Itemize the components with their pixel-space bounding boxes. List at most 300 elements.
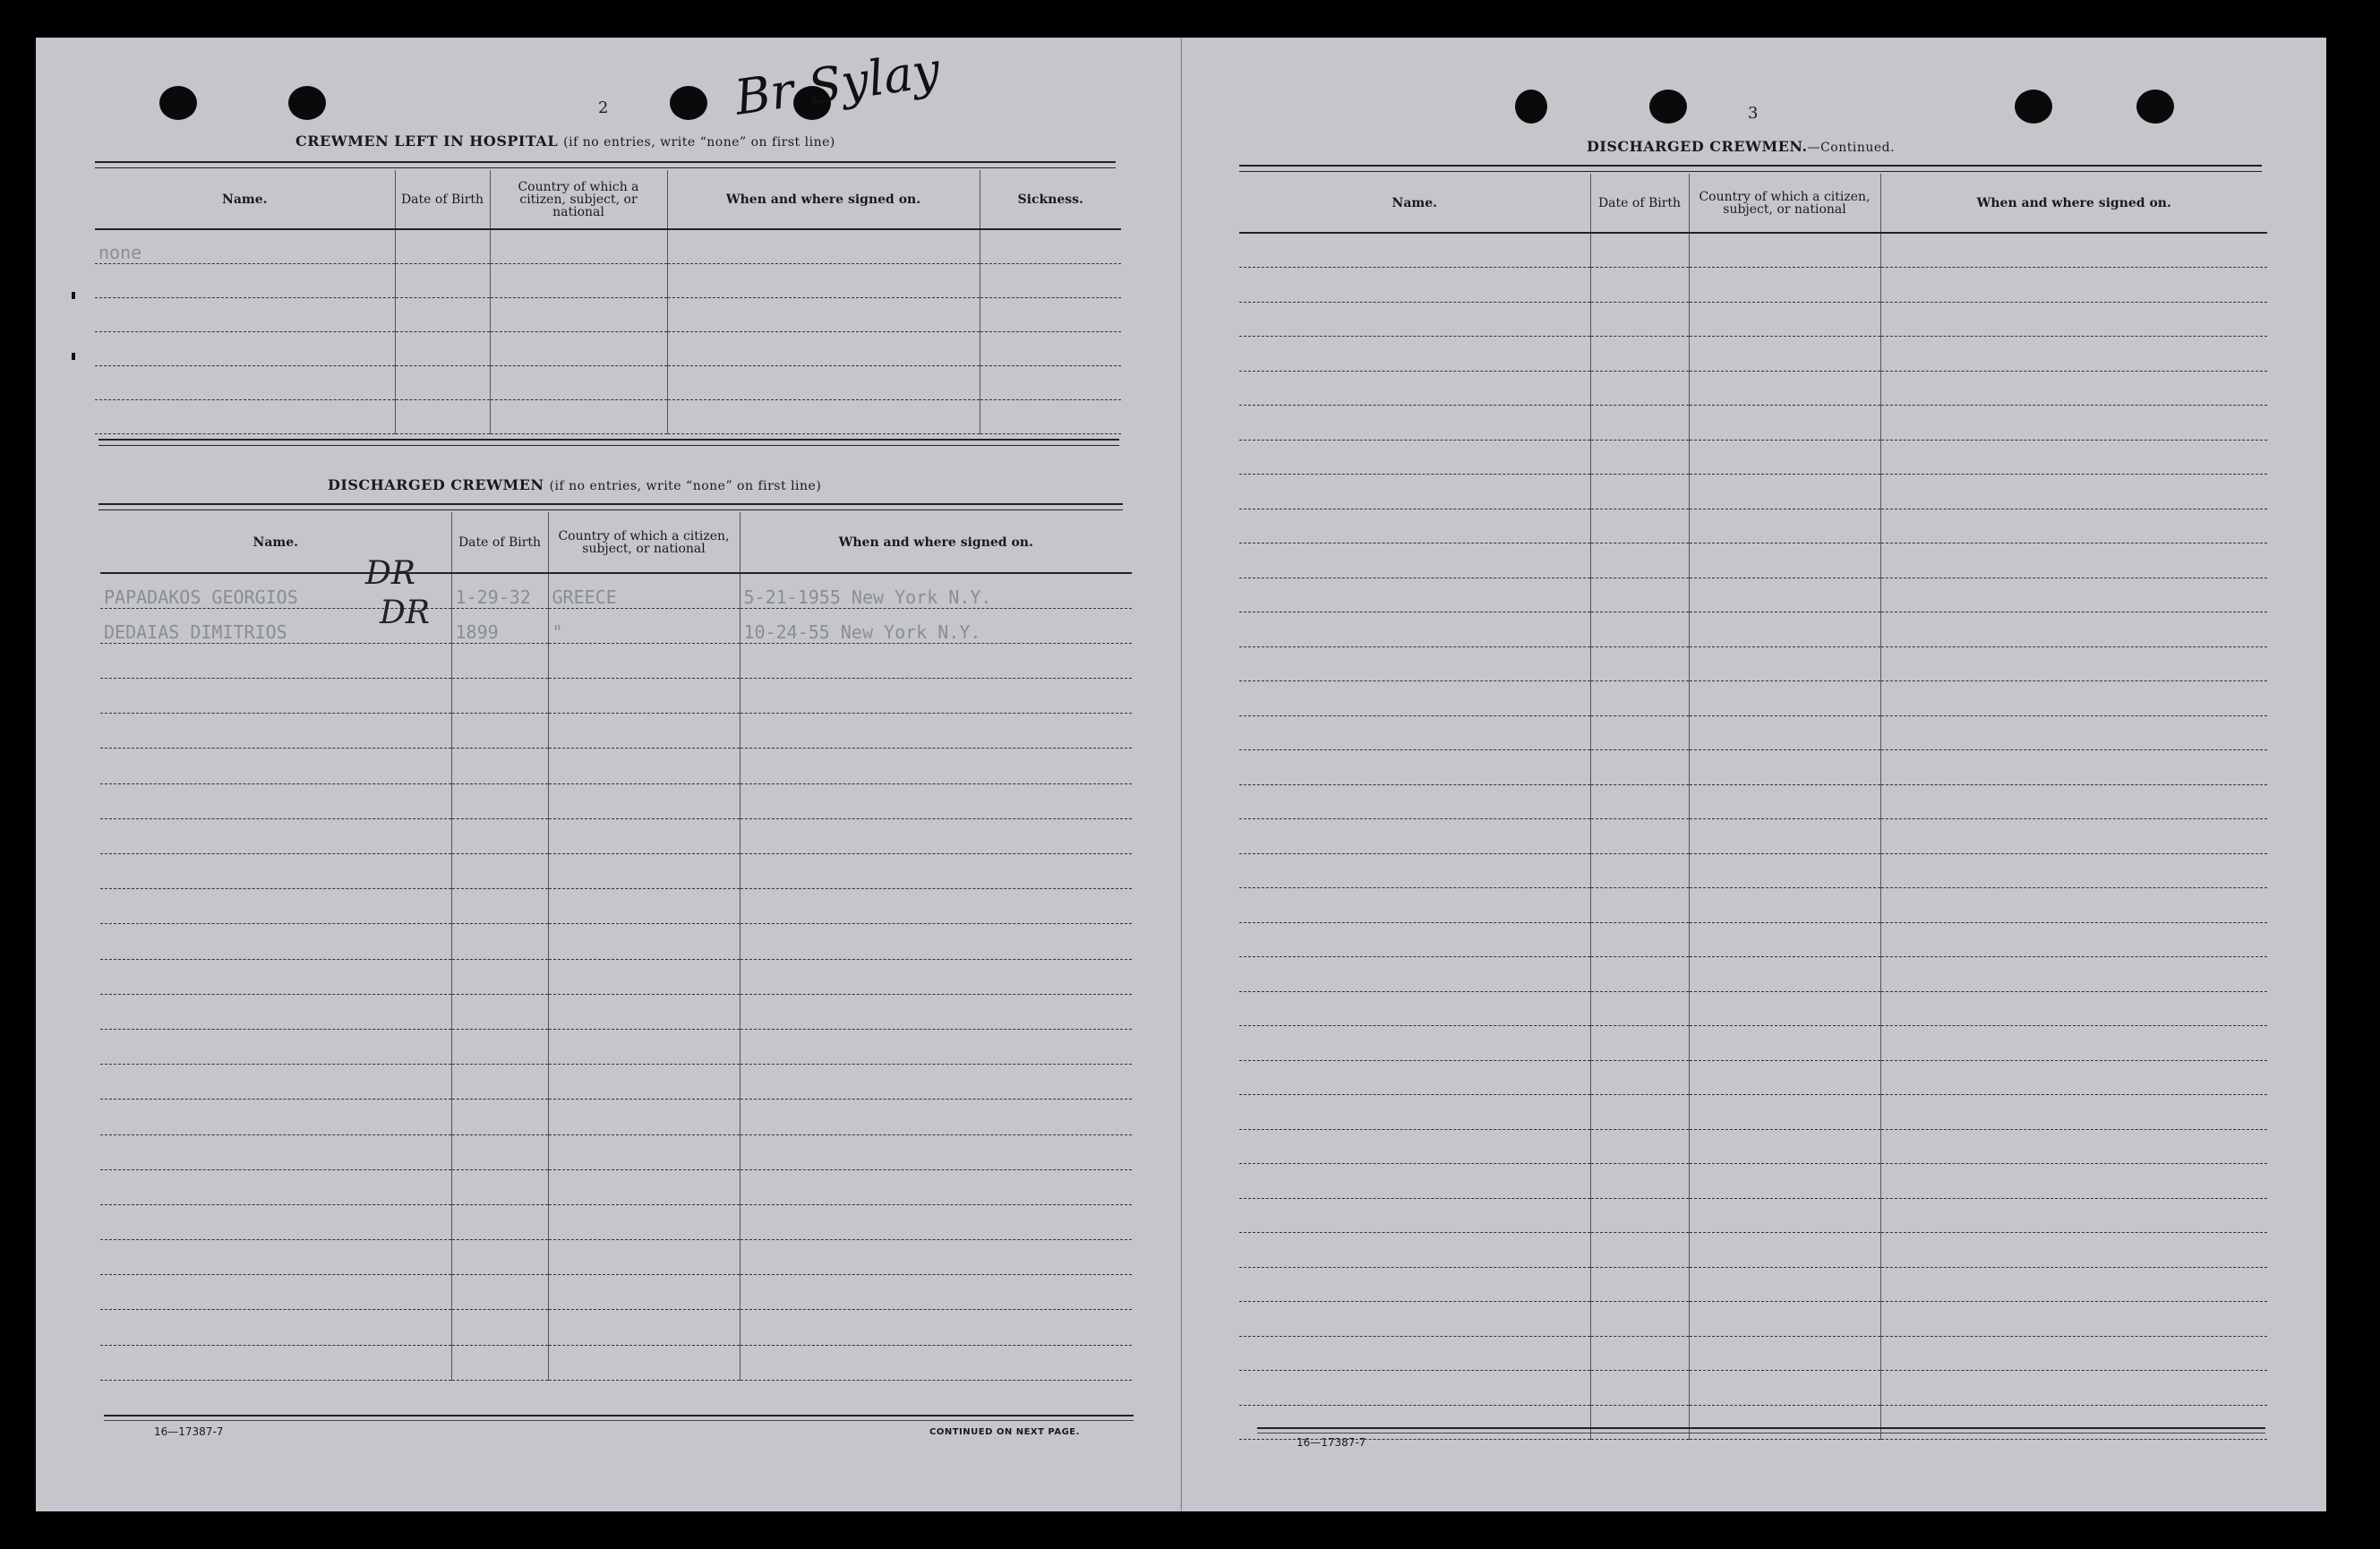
table-row bbox=[100, 994, 1132, 1029]
table-cell bbox=[395, 365, 490, 399]
table-cell bbox=[490, 263, 667, 297]
table-cell bbox=[740, 924, 1132, 959]
table-cell bbox=[548, 1310, 740, 1345]
table-cell bbox=[1689, 853, 1880, 888]
table-cell bbox=[100, 1029, 451, 1064]
table-cell bbox=[1880, 612, 2267, 647]
table-cell bbox=[740, 1204, 1132, 1239]
punch-hole bbox=[2015, 90, 2052, 124]
table-cell bbox=[451, 889, 548, 924]
table-cell bbox=[395, 331, 490, 365]
table-cell bbox=[1689, 750, 1880, 785]
table-cell bbox=[1239, 646, 1590, 681]
table-cell bbox=[100, 1275, 451, 1310]
table-cell bbox=[667, 229, 980, 263]
table-cell bbox=[740, 1134, 1132, 1169]
table-cell bbox=[1590, 1405, 1689, 1440]
table-cell bbox=[100, 1065, 451, 1100]
table-cell bbox=[1590, 406, 1689, 441]
table-cell bbox=[1689, 1129, 1880, 1164]
table-cell bbox=[1239, 1060, 1590, 1095]
table-cell bbox=[548, 1029, 740, 1064]
table-cell bbox=[548, 679, 740, 714]
column-header: When and where signed on. bbox=[1880, 174, 2267, 233]
table-row bbox=[100, 1065, 1132, 1100]
column-header: Date of Birth bbox=[1590, 174, 1689, 233]
table-cell bbox=[1880, 991, 2267, 1026]
table-row bbox=[1239, 1198, 2267, 1233]
table-cell: none bbox=[95, 229, 395, 263]
table-cell bbox=[100, 1169, 451, 1204]
table-row bbox=[100, 1134, 1132, 1169]
table-cell bbox=[548, 643, 740, 678]
table-cell bbox=[1689, 509, 1880, 543]
table-cell bbox=[1590, 1164, 1689, 1199]
table-cell bbox=[1239, 1026, 1590, 1061]
table-cell bbox=[1880, 475, 2267, 509]
table-row bbox=[1239, 302, 2267, 337]
table-cell bbox=[1689, 1336, 1880, 1371]
table-cell bbox=[1239, 406, 1590, 441]
table-row bbox=[1239, 475, 2267, 509]
table-cell bbox=[740, 1029, 1132, 1064]
table-cell bbox=[1689, 646, 1880, 681]
table-cell bbox=[1880, 578, 2267, 612]
table-row bbox=[1239, 1336, 2267, 1371]
table-row bbox=[100, 608, 1132, 643]
table-cell bbox=[1239, 1405, 1590, 1440]
table-cell bbox=[667, 365, 980, 399]
table-cell bbox=[490, 399, 667, 433]
table-row bbox=[1239, 1233, 2267, 1268]
table-row bbox=[100, 959, 1132, 994]
table-row bbox=[100, 889, 1132, 924]
table-cell bbox=[667, 399, 980, 433]
table-cell bbox=[100, 924, 451, 959]
table-cell bbox=[667, 263, 980, 297]
table-cell bbox=[1880, 922, 2267, 957]
table-cell bbox=[1689, 371, 1880, 406]
table-cell bbox=[100, 854, 451, 889]
continued-note: CONTINUED ON NEXT PAGE. bbox=[929, 1427, 1080, 1437]
table-cell bbox=[490, 229, 667, 263]
table-cell bbox=[1689, 578, 1880, 612]
table-cell bbox=[1880, 819, 2267, 854]
column-header: Name. bbox=[100, 512, 451, 573]
table-cell bbox=[490, 331, 667, 365]
table-row bbox=[1239, 784, 2267, 819]
table-cell bbox=[1590, 819, 1689, 854]
right-page bbox=[1182, 38, 2326, 1511]
column-header: When and where signed on. bbox=[667, 170, 980, 229]
table-row bbox=[1239, 819, 2267, 854]
table-cell bbox=[1880, 1371, 2267, 1406]
table-cell bbox=[1239, 1095, 1590, 1130]
table-cell bbox=[1880, 646, 2267, 681]
table-cell bbox=[1880, 1060, 2267, 1095]
table-cell bbox=[490, 365, 667, 399]
table-cell bbox=[548, 994, 740, 1029]
table-cell bbox=[451, 924, 548, 959]
table-cell bbox=[1689, 991, 1880, 1026]
table-cell bbox=[1689, 681, 1880, 716]
table-row bbox=[100, 1100, 1132, 1134]
table-row bbox=[1239, 853, 2267, 888]
table-cell bbox=[740, 889, 1132, 924]
table-cell bbox=[1590, 646, 1689, 681]
table-row bbox=[1239, 337, 2267, 372]
table-cell bbox=[451, 1100, 548, 1134]
table-cell: 5-21-1955 New York N.Y. bbox=[740, 573, 1132, 608]
table-cell bbox=[1590, 888, 1689, 923]
table-cell bbox=[451, 1240, 548, 1275]
table-cell bbox=[740, 994, 1132, 1029]
table-cell bbox=[1590, 750, 1689, 785]
table-cell bbox=[740, 1345, 1132, 1380]
table-cell bbox=[1880, 1095, 2267, 1130]
table-cell bbox=[1590, 1060, 1689, 1095]
table-cell bbox=[980, 263, 1121, 297]
table-cell bbox=[740, 749, 1132, 783]
table-cell bbox=[95, 263, 395, 297]
table-cell bbox=[1880, 268, 2267, 303]
table-cell bbox=[1689, 1405, 1880, 1440]
right-header-row bbox=[1239, 174, 2267, 233]
table-cell bbox=[451, 854, 548, 889]
table-cell bbox=[548, 1100, 740, 1134]
table-row bbox=[100, 749, 1132, 783]
table-cell bbox=[1689, 957, 1880, 992]
table-cell bbox=[1590, 1095, 1689, 1130]
table-row bbox=[100, 1345, 1132, 1380]
table-cell bbox=[451, 994, 548, 1029]
table-cell bbox=[100, 994, 451, 1029]
table-cell bbox=[1689, 475, 1880, 509]
form-number: 16—17387-7 bbox=[1297, 1436, 1366, 1449]
table-cell bbox=[1880, 440, 2267, 475]
table-cell bbox=[548, 749, 740, 783]
table-row bbox=[1239, 1302, 2267, 1337]
table-cell bbox=[1590, 1267, 1689, 1302]
table-cell bbox=[100, 1204, 451, 1239]
table-cell bbox=[1880, 1164, 2267, 1199]
table-row bbox=[1239, 1026, 2267, 1061]
table-cell bbox=[451, 679, 548, 714]
table-row bbox=[95, 365, 1121, 399]
table-cell bbox=[1689, 1233, 1880, 1268]
column-header: When and where signed on. bbox=[740, 512, 1132, 573]
table-cell bbox=[395, 297, 490, 331]
table-cell bbox=[1239, 440, 1590, 475]
divider bbox=[1257, 1427, 2265, 1433]
table-cell bbox=[740, 1275, 1132, 1310]
table-row bbox=[1239, 991, 2267, 1026]
table-row bbox=[100, 1204, 1132, 1239]
table-cell bbox=[451, 1134, 548, 1169]
table-cell bbox=[1239, 612, 1590, 647]
column-header: Name. bbox=[1239, 174, 1590, 233]
table-cell bbox=[1590, 1129, 1689, 1164]
table-cell bbox=[1590, 543, 1689, 578]
table-cell bbox=[100, 889, 451, 924]
table-cell bbox=[1590, 1026, 1689, 1061]
table-cell bbox=[451, 1029, 548, 1064]
table-cell bbox=[1689, 1302, 1880, 1337]
table-row bbox=[1239, 1164, 2267, 1199]
table-cell bbox=[1880, 853, 2267, 888]
punch-hole bbox=[288, 86, 326, 120]
table-cell bbox=[451, 783, 548, 818]
table-cell bbox=[1590, 1233, 1689, 1268]
table-cell bbox=[1689, 1026, 1880, 1061]
table-cell bbox=[1239, 1198, 1590, 1233]
table-cell bbox=[1880, 509, 2267, 543]
table-cell bbox=[1590, 853, 1689, 888]
table-cell bbox=[1590, 957, 1689, 992]
table-cell bbox=[1590, 268, 1689, 303]
table-cell bbox=[1239, 1336, 1590, 1371]
discharged-continued-title: DISCHARGED CREWMEN.—Continued. bbox=[1587, 138, 1896, 155]
table-cell bbox=[1239, 1164, 1590, 1199]
table-cell bbox=[100, 1134, 451, 1169]
hospital-header-row bbox=[95, 170, 1121, 229]
table-cell bbox=[980, 331, 1121, 365]
table-row bbox=[1239, 268, 2267, 303]
table-row bbox=[100, 714, 1132, 749]
table-row bbox=[1239, 1405, 2267, 1440]
table-cell bbox=[1689, 1060, 1880, 1095]
punch-hole bbox=[1649, 90, 1687, 124]
form-number: 16—17387-7 bbox=[154, 1425, 224, 1438]
table-cell bbox=[451, 1065, 548, 1100]
table-cell bbox=[1239, 957, 1590, 992]
table-row bbox=[1239, 957, 2267, 992]
table-cell bbox=[1880, 543, 2267, 578]
table-cell: DEDAIAS DIMITRIOS bbox=[100, 608, 451, 643]
table-cell bbox=[1239, 475, 1590, 509]
table-cell bbox=[740, 854, 1132, 889]
table-row bbox=[100, 924, 1132, 959]
table-cell bbox=[1880, 371, 2267, 406]
table-cell: PAPADAKOS GEORGIOS bbox=[100, 573, 451, 608]
table-row bbox=[1239, 1060, 2267, 1095]
table-cell bbox=[1239, 1371, 1590, 1406]
table-cell bbox=[95, 399, 395, 433]
table-cell bbox=[451, 1310, 548, 1345]
table-row bbox=[1239, 406, 2267, 441]
hospital-table bbox=[95, 170, 1121, 434]
table-cell bbox=[1590, 509, 1689, 543]
table-cell bbox=[1590, 233, 1689, 268]
table-cell bbox=[1239, 1302, 1590, 1337]
table-cell bbox=[1590, 991, 1689, 1026]
divider bbox=[98, 439, 1119, 446]
table-cell bbox=[1239, 922, 1590, 957]
table-cell bbox=[1239, 371, 1590, 406]
table-cell bbox=[1239, 784, 1590, 819]
table-cell bbox=[1880, 715, 2267, 750]
table-cell bbox=[451, 818, 548, 853]
table-cell bbox=[100, 643, 451, 678]
table-cell bbox=[548, 1169, 740, 1204]
table-cell bbox=[1590, 1371, 1689, 1406]
table-cell bbox=[1689, 302, 1880, 337]
table-row bbox=[100, 1169, 1132, 1204]
table-row bbox=[1239, 888, 2267, 923]
table-cell bbox=[1689, 819, 1880, 854]
table-cell bbox=[100, 749, 451, 783]
table-cell bbox=[740, 1065, 1132, 1100]
table-cell bbox=[740, 679, 1132, 714]
table-cell bbox=[100, 679, 451, 714]
column-header: Sickness. bbox=[980, 170, 1121, 229]
table-cell bbox=[980, 297, 1121, 331]
table-cell bbox=[451, 1169, 548, 1204]
table-cell bbox=[1239, 991, 1590, 1026]
table-cell bbox=[1590, 578, 1689, 612]
table-cell bbox=[95, 297, 395, 331]
table-cell bbox=[1880, 1405, 2267, 1440]
table-cell bbox=[1689, 1371, 1880, 1406]
table-row bbox=[95, 399, 1121, 433]
table-cell bbox=[100, 783, 451, 818]
table-row bbox=[95, 263, 1121, 297]
table-cell bbox=[1880, 337, 2267, 372]
edge-mark bbox=[72, 292, 75, 299]
table-cell bbox=[1689, 784, 1880, 819]
table-row bbox=[1239, 578, 2267, 612]
table-cell bbox=[1880, 1198, 2267, 1233]
table-cell bbox=[1590, 1336, 1689, 1371]
table-cell: " bbox=[548, 608, 740, 643]
divider bbox=[98, 503, 1123, 510]
table-row bbox=[1239, 750, 2267, 785]
table-cell bbox=[451, 714, 548, 749]
table-cell bbox=[740, 1169, 1132, 1204]
table-cell bbox=[740, 1240, 1132, 1275]
table-cell bbox=[1689, 1198, 1880, 1233]
table-cell bbox=[740, 714, 1132, 749]
table-cell: 1899 bbox=[451, 608, 548, 643]
table-cell bbox=[548, 783, 740, 818]
table-cell bbox=[548, 924, 740, 959]
column-header: Name. bbox=[95, 170, 395, 229]
table-cell bbox=[1239, 888, 1590, 923]
table-cell bbox=[1689, 543, 1880, 578]
table-row bbox=[1239, 233, 2267, 268]
edge-mark bbox=[72, 353, 75, 360]
table-cell bbox=[1880, 957, 2267, 992]
table-cell bbox=[1590, 612, 1689, 647]
table-cell bbox=[1689, 440, 1880, 475]
table-cell: 1-29-32 bbox=[451, 573, 548, 608]
punch-hole bbox=[1515, 90, 1547, 124]
table-cell bbox=[548, 1065, 740, 1100]
table-row bbox=[1239, 509, 2267, 543]
table-cell bbox=[980, 229, 1121, 263]
table-cell bbox=[980, 399, 1121, 433]
table-row bbox=[1239, 681, 2267, 716]
table-cell bbox=[1239, 302, 1590, 337]
table-cell bbox=[1239, 578, 1590, 612]
handwritten-initials: DR bbox=[365, 555, 415, 592]
table-cell bbox=[1590, 784, 1689, 819]
table-cell bbox=[1590, 1198, 1689, 1233]
table-cell bbox=[548, 1204, 740, 1239]
table-cell bbox=[1590, 302, 1689, 337]
table-cell bbox=[490, 297, 667, 331]
table-cell bbox=[667, 297, 980, 331]
table-cell bbox=[1239, 1129, 1590, 1164]
table-cell bbox=[395, 399, 490, 433]
table-cell bbox=[100, 1240, 451, 1275]
table-row bbox=[1239, 440, 2267, 475]
table-cell bbox=[1590, 681, 1689, 716]
table-cell bbox=[548, 1134, 740, 1169]
table-cell bbox=[451, 959, 548, 994]
table-cell bbox=[100, 959, 451, 994]
table-cell bbox=[1689, 1095, 1880, 1130]
table-cell bbox=[740, 818, 1132, 853]
table-cell bbox=[1689, 888, 1880, 923]
table-cell bbox=[1239, 819, 1590, 854]
table-cell bbox=[1239, 853, 1590, 888]
table-row bbox=[1239, 1095, 2267, 1130]
table-cell bbox=[451, 1204, 548, 1239]
table-cell bbox=[1880, 784, 2267, 819]
table-cell bbox=[395, 229, 490, 263]
table-row bbox=[95, 297, 1121, 331]
table-cell bbox=[548, 959, 740, 994]
table-row bbox=[100, 643, 1132, 678]
table-cell bbox=[1689, 715, 1880, 750]
table-cell bbox=[1590, 922, 1689, 957]
table-cell bbox=[548, 1240, 740, 1275]
table-cell bbox=[740, 643, 1132, 678]
table-cell bbox=[1239, 681, 1590, 716]
table-cell bbox=[100, 714, 451, 749]
table-row bbox=[100, 679, 1132, 714]
table-cell bbox=[1880, 1267, 2267, 1302]
discharged-section-title: DISCHARGED CREWMEN (if no entries, write “none” on first line) bbox=[328, 476, 822, 493]
table-cell: GREECE bbox=[548, 573, 740, 608]
table-cell bbox=[451, 1275, 548, 1310]
table-cell bbox=[95, 331, 395, 365]
table-cell bbox=[1880, 888, 2267, 923]
table-cell bbox=[740, 959, 1132, 994]
table-cell: 10-24-55 New York N.Y. bbox=[740, 608, 1132, 643]
table-cell bbox=[1880, 1026, 2267, 1061]
table-cell bbox=[1239, 509, 1590, 543]
table-cell bbox=[1689, 1267, 1880, 1302]
discharged-header-row bbox=[100, 512, 1132, 573]
table-cell bbox=[1880, 1336, 2267, 1371]
table-cell bbox=[1239, 1233, 1590, 1268]
table-cell bbox=[100, 818, 451, 853]
table-row bbox=[1239, 715, 2267, 750]
table-row bbox=[100, 783, 1132, 818]
table-cell bbox=[1239, 268, 1590, 303]
table-cell bbox=[548, 1275, 740, 1310]
table-cell bbox=[1689, 922, 1880, 957]
punch-hole bbox=[2136, 90, 2174, 124]
table-row bbox=[1239, 1371, 2267, 1406]
table-cell bbox=[548, 1345, 740, 1380]
table-row bbox=[1239, 1129, 2267, 1164]
table-cell bbox=[740, 783, 1132, 818]
table-cell bbox=[1239, 337, 1590, 372]
table-cell bbox=[451, 643, 548, 678]
